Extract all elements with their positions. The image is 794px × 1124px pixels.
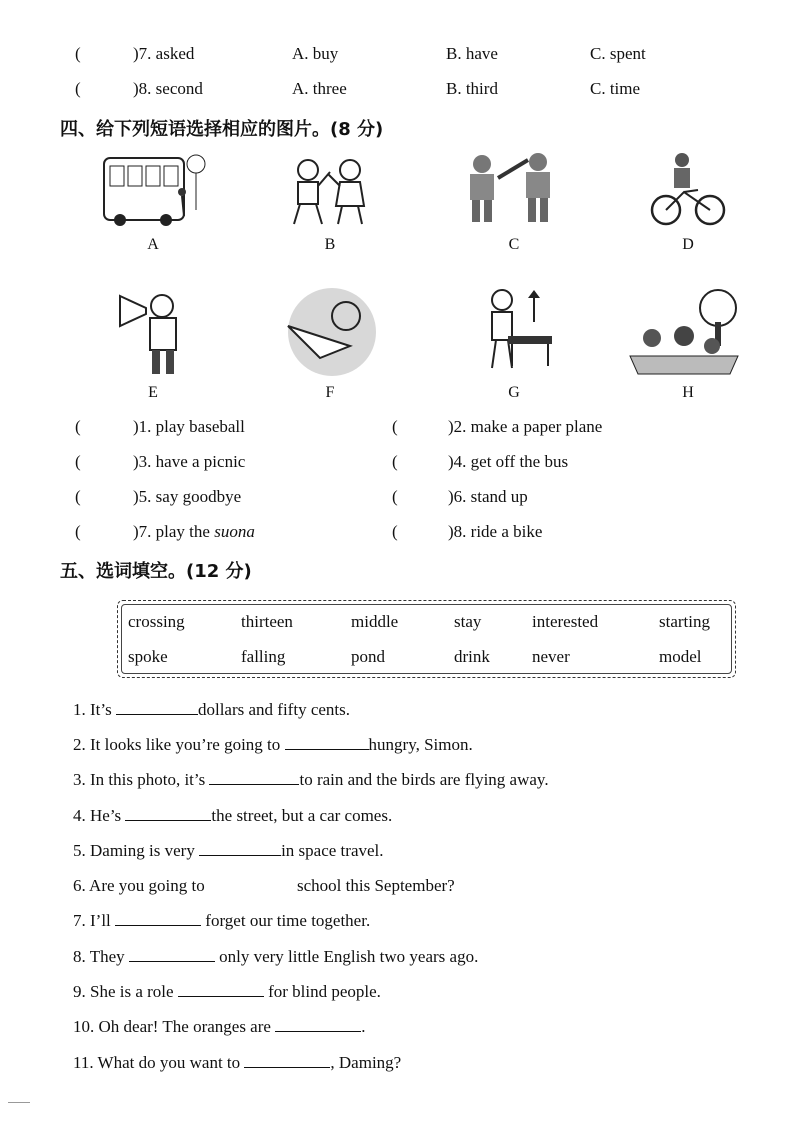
picture-label-e: E: [148, 384, 158, 401]
baseball-picture: [458, 150, 573, 230]
stand-up-picture: [478, 286, 558, 378]
word-bank-word: interested: [532, 612, 599, 631]
sentence-8: [73, 947, 478, 967]
s4-item8-paren: (: [392, 522, 398, 541]
answer-blank[interactable]: [285, 735, 369, 750]
s4-item7-paren: (: [75, 522, 81, 541]
suona-picture: [116, 286, 191, 378]
s4-item6-paren: (: [392, 487, 398, 506]
sentence-6: [73, 876, 455, 896]
say-goodbye-picture: [278, 152, 378, 232]
word-bank-word: spoke: [128, 647, 168, 666]
word-bank-word: falling: [241, 647, 286, 666]
picture-label-a: A: [147, 236, 159, 253]
word-bank-box: [117, 600, 736, 678]
bike-picture: [648, 150, 730, 230]
word-bank-word: starting: [659, 612, 710, 631]
sentence-text: 7. I’ll: [73, 911, 116, 930]
answer-blank[interactable]: [115, 911, 201, 926]
sentence-text: 4. He’s: [73, 806, 126, 825]
s4-item3-paren: (: [75, 452, 81, 471]
q7-option-c: C. spent: [590, 44, 646, 63]
picture-label-b: B: [324, 236, 336, 253]
s4-item7-suona: suona: [214, 522, 255, 541]
sentence-text: dollars and fifty cents.: [197, 700, 350, 719]
page-corner-mark: [8, 1102, 30, 1103]
sentence-4: [73, 806, 392, 826]
q8-paren: (: [75, 79, 81, 98]
sentence-1: [73, 700, 350, 720]
word-bank-word: model: [659, 647, 702, 666]
answer-blank[interactable]: [125, 806, 211, 821]
word-bank-word: stay: [454, 612, 482, 631]
s4-item7: [133, 522, 255, 542]
s4-item2: )2. make a paper plane: [448, 417, 603, 436]
s4-item1: )1. play baseball: [133, 417, 245, 436]
sentence-text: 1. It’s: [73, 700, 116, 719]
s4-item7-text: )7. play the: [133, 522, 215, 541]
answer-blank[interactable]: [199, 841, 281, 856]
answer-blank[interactable]: [209, 770, 299, 785]
answer-blank[interactable]: [129, 947, 215, 962]
sentence-2: [73, 735, 473, 755]
sentence-text: in space travel.: [281, 841, 384, 860]
q8-stem: )8. second: [133, 79, 203, 98]
sentence-9: [73, 982, 381, 1002]
sentence-text: the street, but a car comes.: [211, 806, 393, 825]
word-bank-word: crossing: [128, 612, 185, 631]
sentence-10: [73, 1017, 365, 1037]
sentence-text: forget our time together.: [201, 911, 371, 930]
answer-blank[interactable]: [209, 876, 297, 891]
sentence-text: , Daming?: [330, 1053, 402, 1072]
s4-item5-paren: (: [75, 487, 81, 506]
answer-blank[interactable]: [116, 700, 198, 715]
sentence-text: 6. Are you going to: [73, 876, 209, 895]
picture-label-c: C: [508, 236, 520, 253]
sentence-text: for blind people.: [263, 982, 381, 1001]
picnic-picture: [626, 286, 744, 378]
picture-label-h: H: [682, 384, 694, 401]
q7-option-a: A. buy: [292, 44, 339, 63]
picture-label-f: F: [325, 384, 335, 401]
q8-option-c: C. time: [590, 79, 641, 98]
s4-item3: )3. have a picnic: [133, 452, 246, 471]
word-bank-word: middle: [351, 612, 399, 631]
word-bank-word: thirteen: [241, 612, 293, 631]
q7-stem: )7. asked: [133, 44, 195, 63]
sentence-text: 5. Daming is very: [73, 841, 200, 860]
paper-plane-picture: [280, 286, 380, 378]
s4-item1-paren: (: [75, 417, 81, 436]
bus-picture: [100, 150, 210, 230]
sentence-text: school this September?: [297, 876, 455, 895]
section4-title: 四、给下列短语选择相应的图片。(8 分): [60, 119, 384, 140]
q7-option-b: B. have: [446, 44, 498, 63]
s4-item4-paren: (: [392, 452, 398, 471]
section5-title: 五、选词填空。(12 分): [60, 561, 252, 582]
word-bank-word: drink: [454, 647, 490, 666]
sentence-text: 11. What do you want to: [73, 1053, 245, 1072]
sentence-text: 8. They: [73, 947, 129, 966]
sentence-text: only very little English two years ago.: [214, 947, 479, 966]
sentence-5: [73, 841, 384, 861]
q8-option-b: B. third: [446, 79, 498, 98]
answer-blank[interactable]: [178, 982, 264, 997]
sentence-11: [73, 1053, 401, 1073]
s4-item4: )4. get off the bus: [448, 452, 569, 471]
answer-blank[interactable]: [244, 1053, 330, 1068]
sentence-text: 9. She is a role: [73, 982, 178, 1001]
sentence-text: to rain and the birds are flying away.: [299, 770, 549, 789]
answer-blank[interactable]: [275, 1017, 361, 1032]
sentence-text: hungry, Simon.: [368, 735, 473, 754]
picture-label-d: D: [682, 236, 694, 253]
sentence-3: [73, 770, 549, 790]
s4-item2-paren: (: [392, 417, 398, 436]
sentence-text: .: [361, 1017, 366, 1036]
s4-item6: )6. stand up: [448, 487, 528, 506]
q7-paren: (: [75, 44, 81, 63]
sentence-text: 10. Oh dear! The oranges are: [73, 1017, 276, 1036]
word-bank-word: never: [532, 647, 570, 666]
q8-option-a: A. three: [292, 79, 347, 98]
sentence-7: [73, 911, 370, 931]
sentence-text: 3. In this photo, it’s: [73, 770, 210, 789]
s4-item5: )5. say goodbye: [133, 487, 242, 506]
s4-item8: )8. ride a bike: [448, 522, 543, 541]
picture-label-g: G: [508, 384, 520, 401]
sentence-text: 2. It looks like you’re going to: [73, 735, 285, 754]
word-bank-word: pond: [351, 647, 385, 666]
